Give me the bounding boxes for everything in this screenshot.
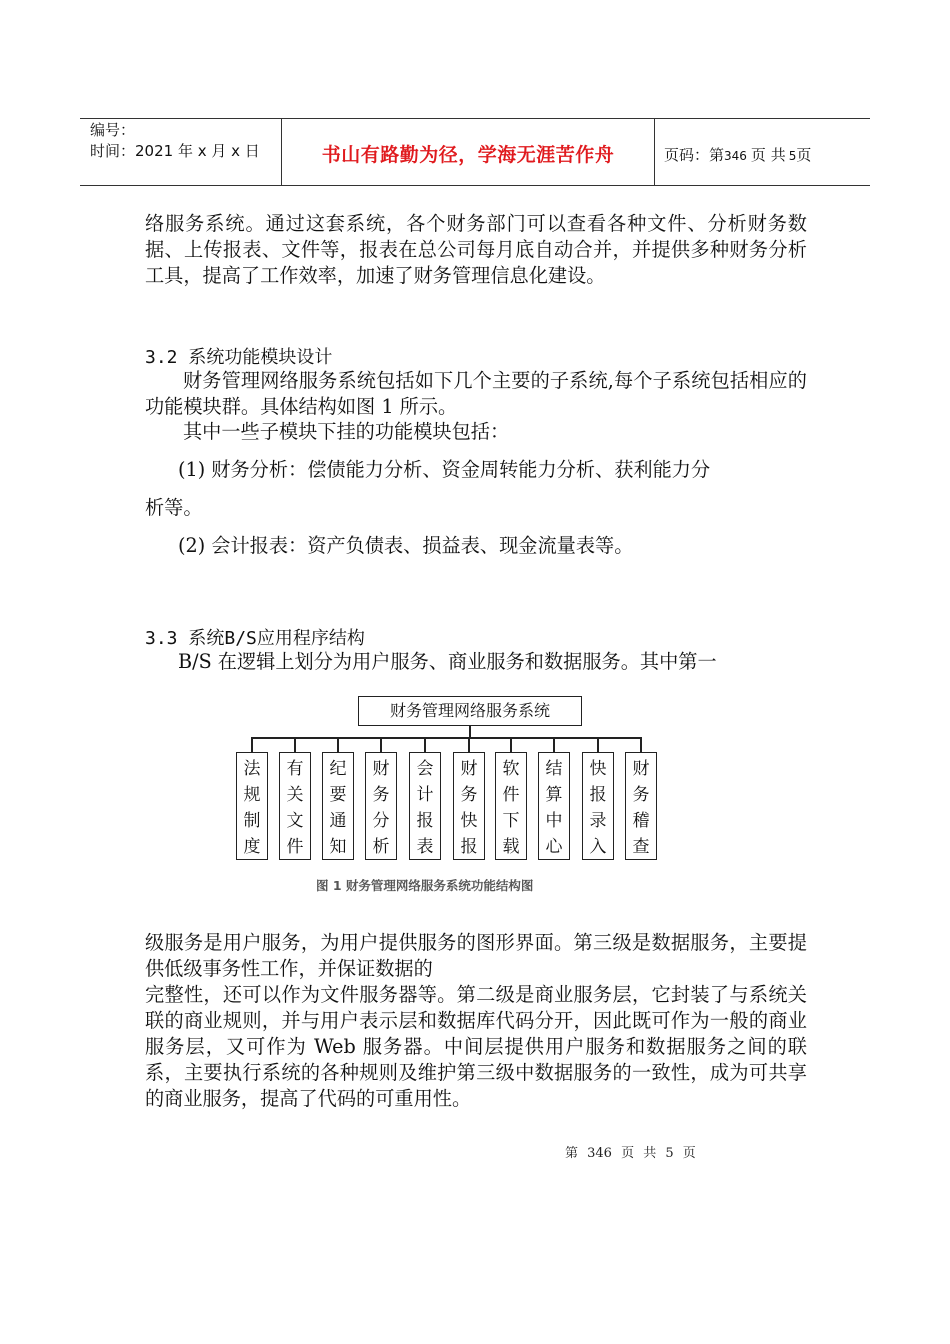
page-footer: 第 346 页 共 5 页 [565,1146,696,1161]
section-3-3-title-b: B/S [224,628,257,649]
diagram-module-node: 会计报表 [409,752,441,860]
paragraph-1: 络服务系统。通过这套系统，各个财务部门可以查看各种文件、分析财务数据、上传报表、文件等，报表在总公司每月底自动合并，并提供多种财务分析工具，提高了工作效率，加速了财务管理信息化建设。 [145,212,807,287]
paragraph-6: 完整性，还可以作为文件服务器等。第二级是商业服务层，它封装了与系统关联的商业规则，并与用户表示层和数据库代码分开，因此既可作为一般的商业服务层，又可作为 Web 服务器。中间层提供用户服务和数据服务之间的联系，主要执行系统的各种规则及维护第三级中数据服务的一致性，成为可共享的商业服务，提高了代码的可重用性。 [145,983,807,1110]
diagram-module-node: 财务快报 [453,752,485,860]
diagram-connector [510,737,512,752]
list-item-1-line-2: 析等。 [145,496,203,519]
diagram-connector [597,737,599,752]
section-3-2-heading [145,343,332,369]
page-mid: 页 共 [750,146,786,164]
section-3-3-title-c: 应用程序结构 [256,628,365,649]
diagram-module-node: 快报录入 [582,752,614,860]
header-motto: 书山有路勤为径，学海无涯苦作舟 [321,144,615,166]
diagram-connector [380,737,382,752]
section-3-3-number: 3.3 [145,628,178,649]
time-label: 时间：2021 年 x 月 x 日 [90,142,260,160]
diagram-caption: 图 1 财务管理网络服务系统功能结构图 [316,878,534,893]
section-3-3-heading [145,624,365,650]
page-number: 346 [724,149,747,163]
diagram-module-node: 法规制度 [236,752,268,860]
paragraph-2: 财务管理网络服务系统包括如下几个主要的子系统,每个子系统包括相应的功能模块群。具体结构如图 1 所示。 [145,369,807,418]
section-3-2-title: 系统功能模块设计 [188,347,333,368]
diagram-connector [553,737,555,752]
page-prefix: 页码：第 [664,146,725,164]
header-page-info [664,144,811,165]
diagram-connector [251,737,253,752]
diagram-bus-line [251,737,641,739]
section-3-3-title-a: 系统 [188,628,225,649]
paragraph-4: B/S 在逻辑上划分为用户服务、商业服务和数据服务。其中第一 [178,650,717,673]
diagram-connector [468,737,470,752]
header-top-rule [80,118,870,119]
diagram-module-node: 软件下载 [495,752,527,860]
diagram-module-node: 财务分析 [365,752,397,860]
diagram-connector [337,737,339,752]
paragraph-5: 级服务是用户服务，为用户提供服务的图形界面。第三级是数据服务，主要提供低级事务性工作，并保证数据的 [145,931,807,980]
list-item-1-line-1: (1) 财务分析：偿债能力分析、资金周转能力分析、获利能力分 [178,458,711,481]
serial-label: 编号： [90,121,136,139]
diagram-module-node: 财务稽查 [625,752,657,860]
diagram-root-node: 财务管理网络服务系统 [358,696,582,726]
section-3-2-number: 3.2 [145,347,178,368]
page-suffix: 页 [796,146,812,164]
page-total: 5 [788,149,797,163]
diagram-module-node: 有关文件 [279,752,311,860]
diagram-connector [424,737,426,752]
header-meta [90,120,260,162]
header-bottom-rule [80,185,870,186]
header-divider-right [654,118,655,186]
list-item-2: (2) 会计报表：资产负债表、损益表、现金流量表等。 [178,534,634,557]
diagram-module-node: 纪要通知 [322,752,354,860]
paragraph-3: 其中一些子模块下挂的功能模块包括： [183,420,510,443]
diagram-module-node: 结算中心 [538,752,570,860]
diagram-connector [294,737,296,752]
diagram-connector [640,737,642,752]
